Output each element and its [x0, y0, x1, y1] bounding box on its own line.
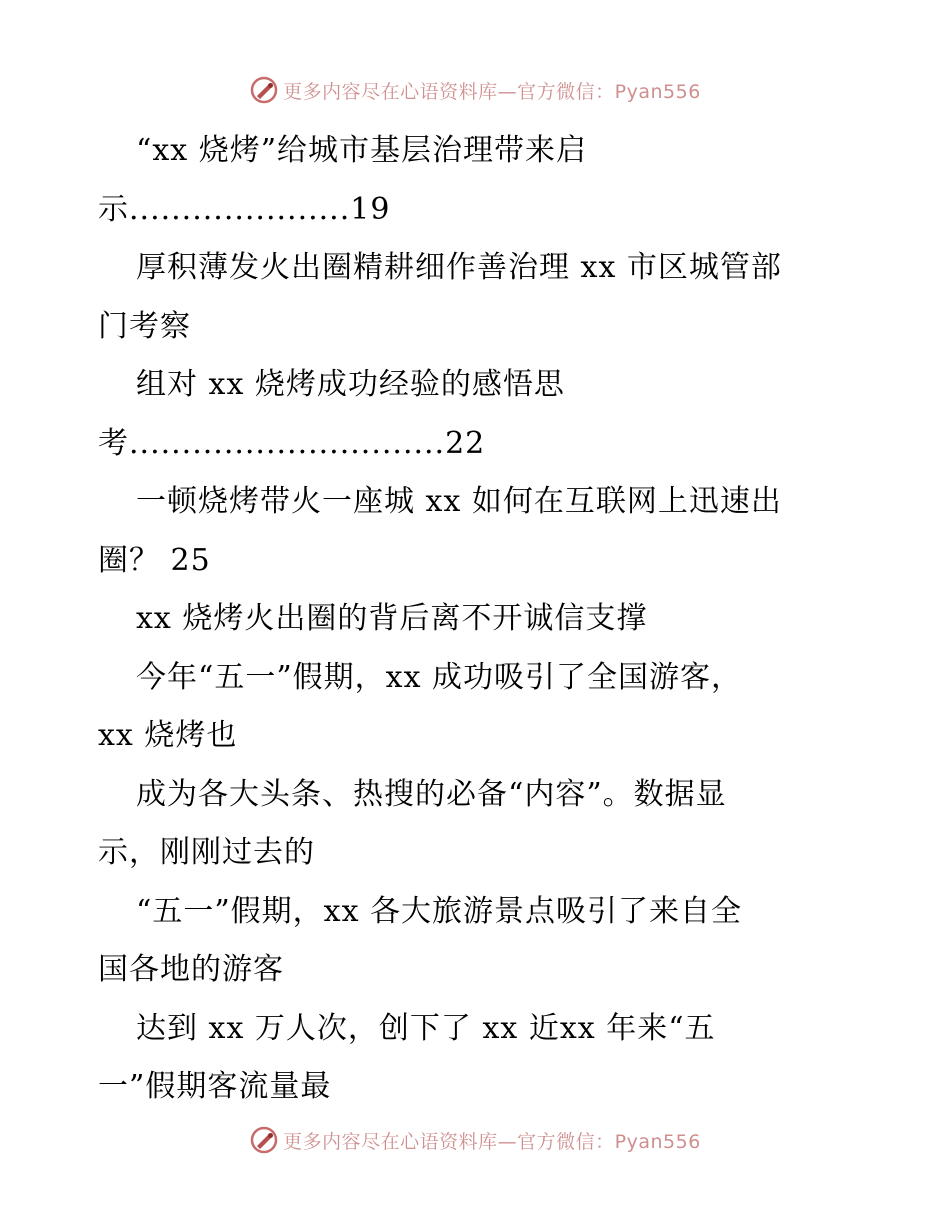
text-line: 示.....................19 [98, 191, 391, 227]
text-line: 达到 xx 万人次，创下了 xx 近xx 年来“五 [136, 1010, 716, 1046]
brand-logo-icon [249, 1125, 279, 1155]
text-line: 圈？ 25 [98, 542, 211, 578]
text-line: “xx 烧烤”给城市基层治理带来启 [136, 133, 588, 168]
text-line: 组对 xx 烧烤成功经验的感悟思 [136, 367, 565, 402]
text-line: “五一”假期，xx 各大旅游景点吸引了来自全 [136, 893, 743, 929]
text-line: 示，刚刚过去的 [98, 835, 315, 870]
text-line: xx 烧烤也 [98, 718, 238, 753]
text-line: 厚积薄发火出圈精耕细作善治理 xx 市区城管部 [136, 250, 782, 285]
brand-logo-icon [249, 75, 279, 105]
document-body [98, 122, 858, 1117]
text-line: xx 烧烤火出圈的背后离不开诚信支撑 [136, 601, 648, 636]
header-banner-text: 更多内容尽在心语资料库—官方微信：Pyan556 [283, 80, 701, 103]
text-line: 今年“五一”假期，xx 成功吸引了全国游客， [136, 659, 743, 695]
text-line: 成为各大头条、热搜的必备“内容”。数据显 [136, 776, 727, 812]
header-banner [0, 70, 950, 110]
text-line: 国各地的游客 [98, 952, 284, 987]
text-line: 一”假期客流量最 [98, 1069, 332, 1104]
text-line: 考..............................22 [98, 425, 486, 461]
footer-banner [0, 1120, 950, 1160]
text-line: 门考察 [98, 308, 191, 344]
footer-banner-text: 更多内容尽在心语资料库—官方微信：Pyan556 [283, 1130, 701, 1153]
text-line: 一顿烧烤带火一座城 xx 如何在互联网上迅速出 [136, 484, 782, 519]
